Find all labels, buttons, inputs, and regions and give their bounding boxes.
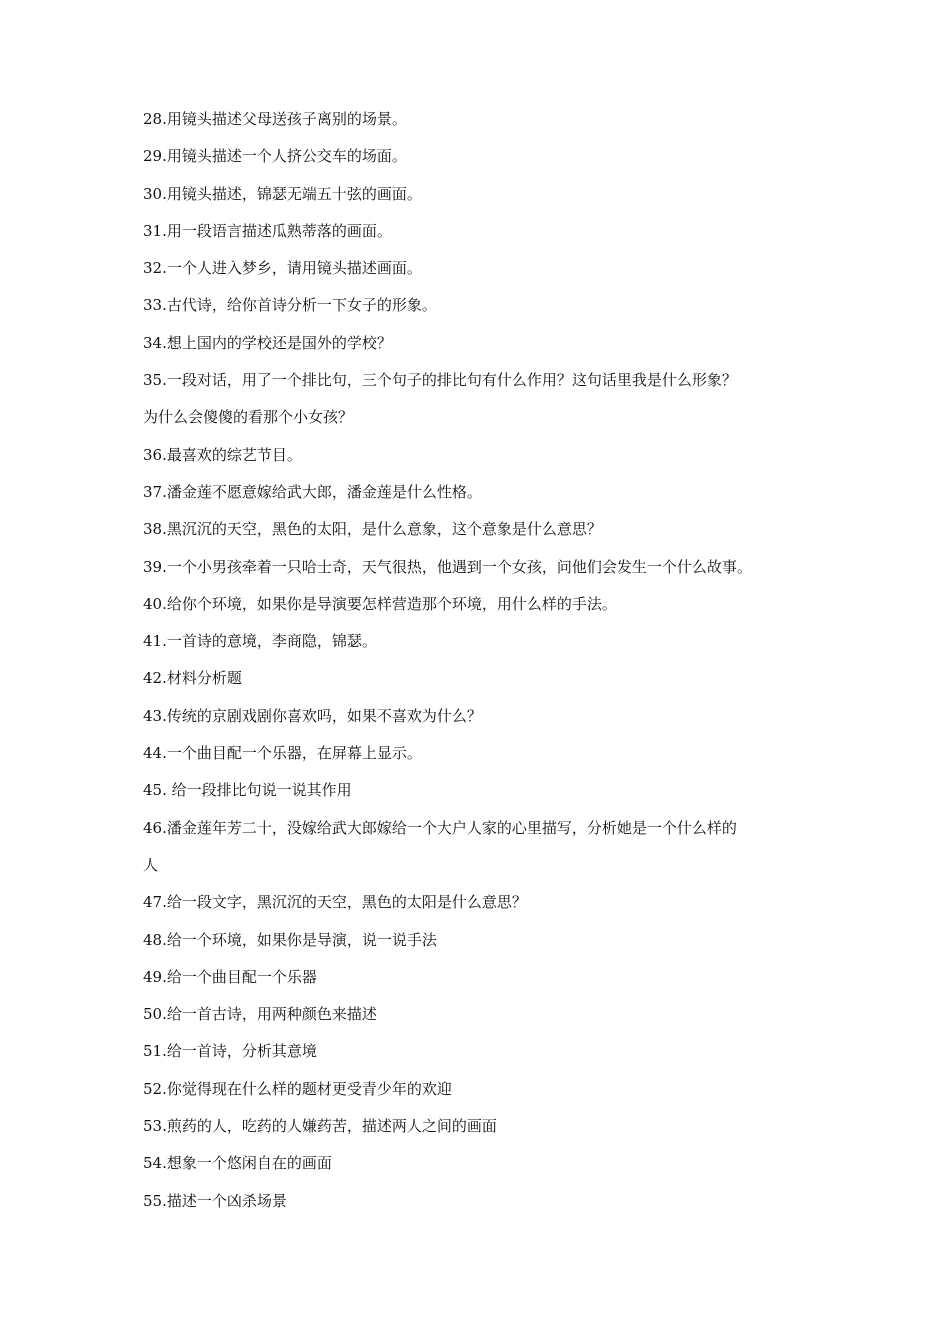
text-line: 47.给一段文字，黑沉沉的天空，黑色的太阳是什么意思？ — [143, 893, 527, 912]
text-line: 31.用一段语言描述瓜熟蒂落的画面。 — [143, 221, 392, 240]
text-line: 40.给你个环境，如果你是导演要怎样营造那个环境，用什么样的手法。 — [143, 594, 617, 613]
text-line: 55.描述一个凶杀场景 — [143, 1191, 287, 1210]
text-line: 45. 给一段排比句说一说其作用 — [143, 781, 352, 800]
text-line: 39.一个小男孩牵着一只哈士奇，天气很热，他遇到一个女孩，问他们会发生一个什么故事。 — [143, 557, 752, 576]
text-line: 38.黑沉沉的天空，黑色的太阳，是什么意象，这个意象是什么意思？ — [143, 520, 602, 539]
text-line: 28.用镜头描述父母送孩子离别的场景。 — [143, 110, 407, 128]
text-line: 48.给一个环境，如果你是导演，说一说手法 — [143, 930, 437, 949]
text-line: 50.给一首古诗，用两种颜色来描述 — [143, 1005, 377, 1024]
text-line: 人 — [143, 855, 159, 874]
text-line: 29.用镜头描述一个人挤公交车的场面。 — [143, 147, 407, 166]
text-line: 35.一段对话，用了一个排比句，三个句子的排比句有什么作用？这句话里我是什么形象？ — [143, 371, 737, 390]
text-line: 51.给一首诗，分析其意境 — [143, 1042, 317, 1061]
text-line: 46.潘金莲年芳二十，没嫁给武大郎嫁给一个大户人家的心里描写，分析她是一个什么样的 — [143, 818, 737, 837]
text-line: 52.你觉得现在什么样的题材更受青少年的欢迎 — [143, 1079, 452, 1098]
text-line: 33.古代诗，给你首诗分析一下女子的形象。 — [143, 296, 437, 315]
text-line: 41.一首诗的意境，李商隐，锦瑟。 — [143, 632, 377, 651]
text-line: 34.想上国内的学校还是国外的学校？ — [143, 333, 392, 352]
text-line: 49.给一个曲目配一个乐器 — [143, 967, 317, 986]
text-line: 32.一个人进入梦乡，请用镜头描述画面。 — [143, 259, 422, 278]
text-line: 36.最喜欢的综艺节目。 — [143, 445, 302, 464]
text-line: 53.煎药的人，吃药的人嫌药苦，描述两人之间的画面 — [143, 1117, 497, 1136]
question-list — [143, 104, 833, 1223]
text-line: 42.材料分析题 — [143, 669, 242, 688]
text-line: 37.潘金莲不愿意嫁给武大郎，潘金莲是什么性格。 — [143, 482, 482, 501]
text-line: 为什么会傻傻的看那个小女孩？ — [143, 408, 354, 427]
text-line: 43.传统的京剧戏剧你喜欢吗，如果不喜欢为什么？ — [143, 706, 482, 725]
text-line: 44.一个曲目配一个乐器，在屏幕上显示。 — [143, 744, 422, 763]
text-line: 30.用镜头描述，锦瑟无端五十弦的画面。 — [143, 184, 422, 203]
text-line: 54.想象一个悠闲自在的画面 — [143, 1154, 332, 1173]
